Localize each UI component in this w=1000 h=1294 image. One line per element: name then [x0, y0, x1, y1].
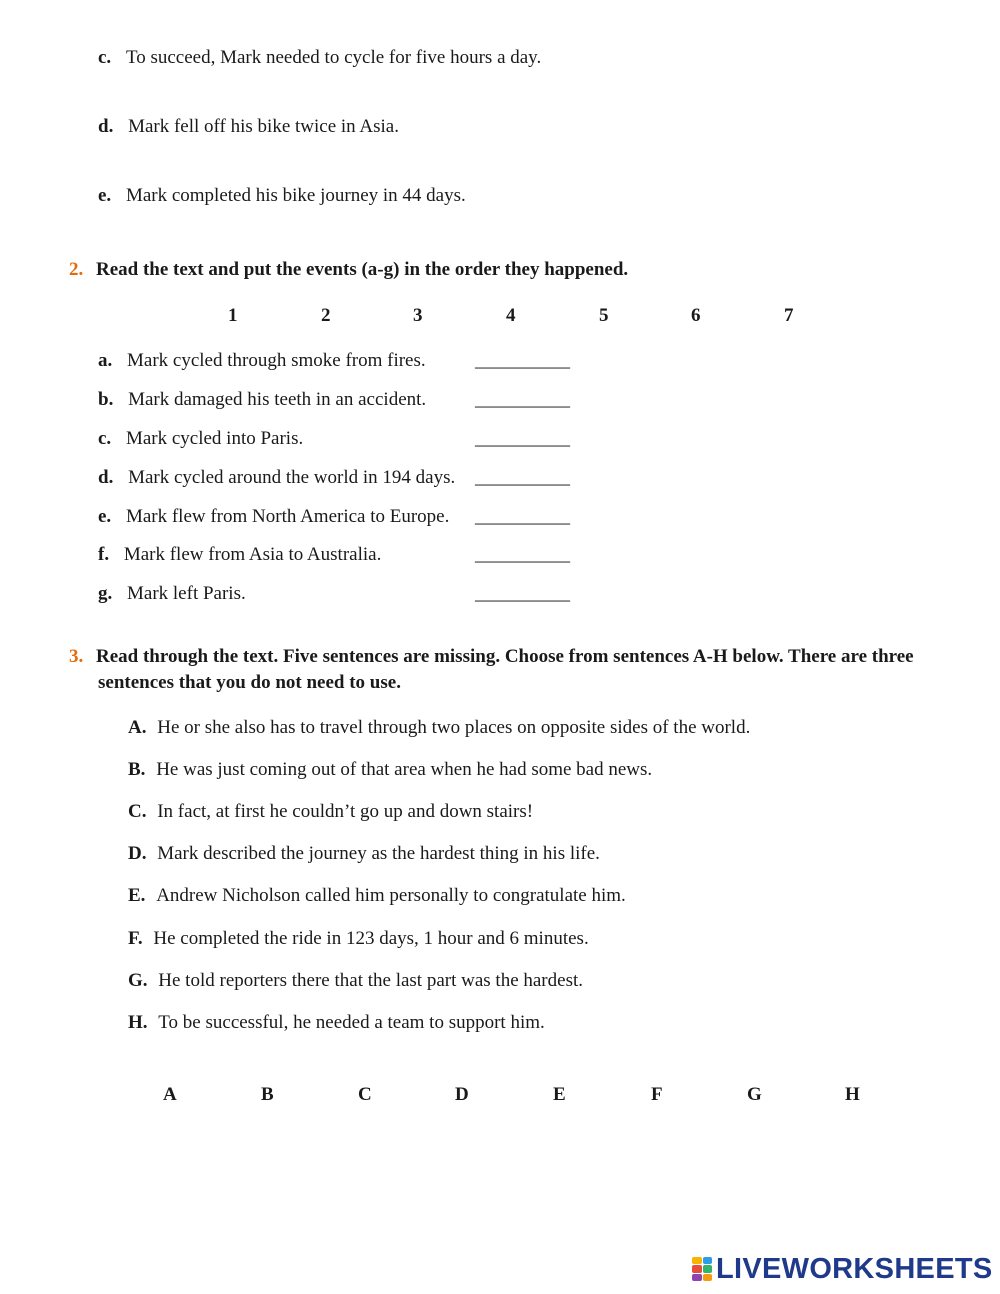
answer-letter-C[interactable]: C	[358, 1084, 372, 1105]
question-instruction: Read the text and put the events (a-g) in the order they happened.	[96, 259, 629, 280]
liveworksheets-logo-icon	[692, 1257, 712, 1281]
statement-text: Mark fell off his bike twice in Asia.	[128, 116, 399, 137]
logo-tile	[692, 1257, 702, 1264]
statement-e	[98, 185, 466, 207]
event-item-g	[98, 583, 246, 605]
statement-letter: c.	[98, 47, 112, 68]
event-letter: e.	[98, 506, 112, 527]
answer-blank-g[interactable]: __________	[475, 583, 570, 604]
question-2-heading	[69, 259, 628, 281]
statement-letter: d.	[98, 116, 114, 137]
statement-letter: e.	[98, 185, 112, 206]
event-item-f	[98, 544, 381, 566]
answer-letter-H[interactable]: H	[845, 1084, 860, 1105]
logo-tile	[692, 1274, 702, 1281]
event-text: Mark cycled into Paris.	[125, 428, 304, 449]
statement-text: To succeed, Mark needed to cycle for five hours a day.	[125, 47, 542, 68]
order-number-2: 2	[321, 305, 331, 326]
logo-tile	[692, 1265, 702, 1272]
answer-blank-a[interactable]: __________	[475, 350, 570, 371]
sentence-text: In fact, at first he couldn’t go up and down stairs!	[157, 801, 534, 822]
sentence-letter: G.	[128, 970, 148, 991]
sentence-E	[128, 885, 626, 907]
event-item-c	[98, 428, 303, 450]
sentence-letter: C.	[128, 801, 147, 822]
event-item-e	[98, 506, 449, 528]
order-number-6: 6	[691, 305, 701, 326]
logo-tile	[703, 1274, 713, 1281]
sentence-D	[128, 843, 600, 865]
sentence-text: He told reporters there that the last part was the hardest.	[158, 970, 583, 991]
event-letter: f.	[98, 544, 110, 565]
event-letter: c.	[98, 428, 112, 449]
answer-blank-c[interactable]: __________	[475, 428, 570, 449]
sentence-text: He was just coming out of that area when he had some bad news.	[156, 759, 653, 780]
event-text: Mark left Paris.	[127, 583, 246, 604]
order-number-1: 1	[228, 305, 238, 326]
answer-letter-D[interactable]: D	[455, 1084, 469, 1105]
statement-c	[98, 47, 541, 69]
event-letter: g.	[98, 583, 113, 604]
order-number-5: 5	[599, 305, 609, 326]
sentence-B	[128, 759, 652, 781]
answer-letter-E[interactable]: E	[553, 1084, 566, 1105]
statement-text: Mark completed his bike journey in 44 days.	[125, 185, 466, 206]
sentence-text: Mark described the journey as the hardest thing in his life.	[157, 843, 600, 864]
answer-blank-e[interactable]: __________	[475, 506, 570, 527]
answer-letter-F[interactable]: F	[651, 1084, 663, 1105]
order-number-7: 7	[784, 305, 794, 326]
event-letter: a.	[98, 350, 113, 371]
question-number: 3.	[69, 646, 84, 667]
event-text: Mark flew from Asia to Australia.	[123, 544, 382, 565]
liveworksheets-logo	[692, 1252, 993, 1286]
event-text: Mark flew from North America to Europe.	[125, 506, 450, 527]
order-number-4: 4	[506, 305, 516, 326]
sentence-letter: F.	[128, 928, 143, 949]
logo-tile	[703, 1257, 713, 1264]
answer-blank-b[interactable]: __________	[475, 389, 570, 410]
order-number-3: 3	[413, 305, 423, 326]
event-item-b	[98, 389, 426, 411]
answer-letter-G[interactable]: G	[747, 1084, 762, 1105]
sentence-C	[128, 801, 533, 823]
logo-text: LIVEWORKSHEETS	[716, 1252, 993, 1285]
event-letter: b.	[98, 389, 114, 410]
answer-blank-d[interactable]: __________	[475, 467, 570, 488]
sentence-letter: B.	[128, 759, 146, 780]
sentence-G	[128, 970, 583, 992]
sentence-H	[128, 1012, 545, 1034]
statement-d	[98, 116, 399, 138]
event-text: Mark damaged his teeth in an accident.	[128, 389, 427, 410]
sentence-letter: H.	[128, 1012, 148, 1033]
event-item-a	[98, 350, 426, 372]
event-letter: d.	[98, 467, 114, 488]
answer-letter-B[interactable]: B	[261, 1084, 274, 1105]
sentence-text: He or she also has to travel through two places on opposite sides of the world.	[157, 717, 751, 738]
sentence-text: He completed the ride in 123 days, 1 hour and 6 minutes.	[153, 928, 589, 949]
question-instruction-line-1: Read through the text. Five sentences are missing. Choose from sentences A-H below. There are three	[96, 646, 914, 667]
question-3-heading	[69, 646, 914, 668]
sentence-letter: E.	[128, 885, 146, 906]
sentence-letter: D.	[128, 843, 147, 864]
logo-tile	[703, 1265, 713, 1272]
sentence-text: To be successful, he needed a team to support him.	[158, 1012, 545, 1033]
sentence-letter: A.	[128, 717, 147, 738]
answer-blank-f[interactable]: __________	[475, 544, 570, 565]
question-instruction-line-2: sentences that you do not need to use.	[98, 672, 401, 693]
event-text: Mark cycled around the world in 194 days.	[128, 467, 456, 488]
event-text: Mark cycled through smoke from fires.	[127, 350, 426, 371]
answer-letter-A[interactable]: A	[163, 1084, 177, 1105]
question-number: 2.	[69, 259, 84, 280]
sentence-A	[128, 717, 750, 739]
sentence-text: Andrew Nicholson called him personally to congratulate him.	[156, 885, 626, 906]
event-item-d	[98, 467, 455, 489]
sentence-F	[128, 928, 589, 950]
